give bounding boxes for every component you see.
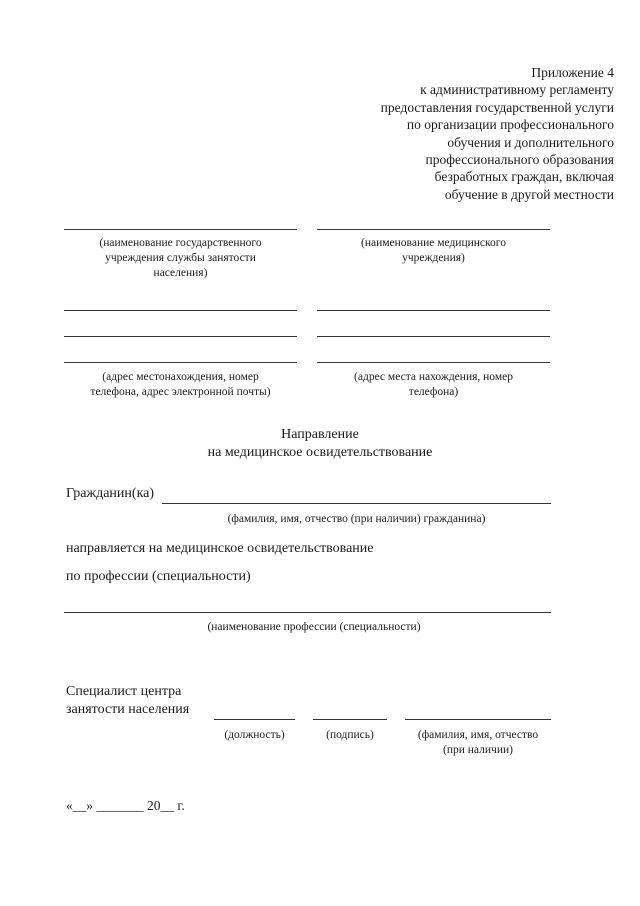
medical-institution-name-field[interactable]	[317, 229, 550, 230]
employment-service-name-caption	[58, 236, 303, 281]
profession-caption: (наименование профессии (специальности)	[207, 621, 421, 633]
profession-label: по профессии (специальности)	[66, 569, 251, 584]
medical-institution-address-caption	[312, 370, 555, 400]
date-line[interactable]: «__» _______ 20__ г.	[66, 798, 185, 813]
citizen-name-caption: (фамилия, имя, отчество (при наличии) гражданина)	[227, 513, 486, 525]
caption-line: (адрес места нахождения, номер	[354, 371, 513, 383]
specialist-position-field[interactable]	[214, 719, 295, 720]
specialist-signature-field[interactable]	[313, 719, 387, 720]
appendix-line: обучения и дополнительного	[447, 134, 614, 150]
employment-service-address-field-1[interactable]	[64, 310, 297, 311]
caption-line: (фамилия, имя, отчество	[417, 729, 539, 741]
appendix-line: Приложение 4	[531, 65, 614, 80]
caption-line: населения)	[153, 267, 208, 279]
employment-service-address-caption	[52, 370, 309, 400]
citizen-name-field[interactable]	[162, 503, 551, 504]
signature-caption: (подпись)	[326, 729, 374, 741]
appendix-line: к административному регламенту	[420, 82, 614, 98]
employment-service-address-field-2[interactable]	[64, 336, 297, 337]
appendix-header	[294, 64, 614, 203]
position-caption: (должность)	[224, 729, 285, 741]
appendix-line: по организации профессионального	[406, 117, 614, 133]
caption-line: (при наличии)	[443, 744, 513, 756]
caption-line: учреждения службы занятости	[105, 252, 256, 264]
medical-institution-address-field-3[interactable]	[317, 362, 550, 363]
appendix-line: обучение в другой местности	[444, 186, 614, 202]
caption-line: учреждения)	[402, 252, 465, 264]
medical-institution-name-caption	[312, 236, 555, 266]
caption-line: телефона)	[408, 386, 459, 398]
specialist-label: Специалист центра	[66, 684, 182, 699]
appendix-line: предоставления государственной услуги	[380, 99, 614, 115]
profession-field[interactable]	[64, 612, 551, 613]
specialist-name-caption	[400, 728, 556, 758]
caption-line: (наименование медицинского	[361, 237, 506, 249]
specialist-label-line2: занятости населения	[66, 702, 190, 717]
caption-line: (наименование государственного	[99, 237, 262, 249]
caption-line: телефона, адрес электронной почты)	[90, 386, 271, 398]
specialist-name-field[interactable]	[405, 719, 551, 720]
citizen-label: Гражданин(ка)	[66, 486, 155, 501]
document-subtitle: на медицинское освидетельствование	[207, 445, 433, 460]
employment-service-name-field[interactable]	[64, 229, 297, 230]
document-title: Направление	[281, 427, 359, 442]
caption-line: (адрес местонахождения, номер	[102, 371, 259, 383]
appendix-line: профессионального образования	[425, 152, 614, 168]
medical-institution-address-field-1[interactable]	[317, 310, 550, 311]
referral-text: направляется на медицинское освидетельствование	[66, 541, 374, 556]
appendix-line: безработных граждан, включая	[434, 169, 614, 185]
employment-service-address-field-3[interactable]	[64, 362, 297, 363]
medical-institution-address-field-2[interactable]	[317, 336, 550, 337]
